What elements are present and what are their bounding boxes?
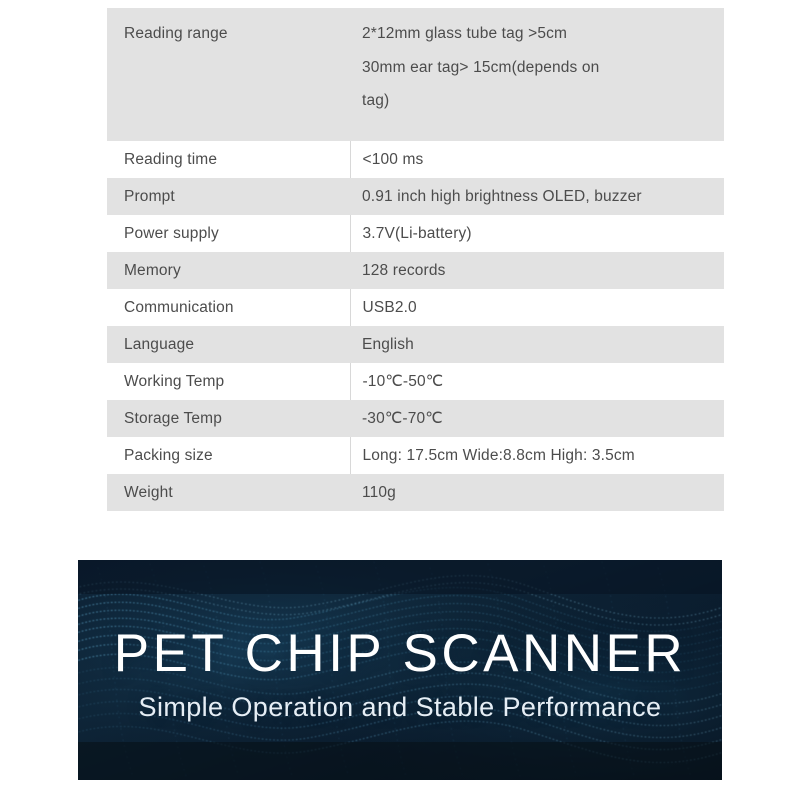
spec-label-cell: Reading range: [107, 8, 350, 141]
spec-label-cell: Communication: [107, 289, 350, 326]
table-row: [107, 141, 724, 178]
table-row: [107, 252, 724, 289]
product-hero-banner: [78, 560, 722, 780]
spec-value-cell: -10℃-50℃: [350, 363, 724, 400]
spec-label-cell: Weight: [107, 474, 350, 511]
spec-value-line: 30mm ear tag> 15cm(depends on: [362, 58, 600, 76]
table-row: [107, 400, 724, 437]
spec-label-cell: Packing size: [107, 437, 350, 474]
spec-value-cell: 128 records: [350, 252, 724, 289]
hero-title: PET CHIP SCANNER: [113, 624, 687, 683]
spec-value-cell: 3.7V(Li-battery): [350, 215, 724, 252]
table-row: [107, 326, 724, 363]
spec-value-cell: 0.91 inch high brightness OLED, buzzer: [350, 178, 724, 215]
hero-subtitle: Simple Operation and Stable Performance: [138, 692, 662, 722]
spec-value-line: tag): [362, 92, 390, 109]
specification-table: [107, 8, 724, 511]
spec-label-cell: Storage Temp: [107, 400, 350, 437]
spec-value-cell: Long: 17.5cm Wide:8.8cm High: 3.5cm: [350, 437, 724, 474]
spec-value-cell: USB2.0: [350, 289, 724, 326]
table-row: [107, 215, 724, 252]
table-row: [107, 363, 724, 400]
hero-text-block: [78, 560, 722, 780]
table-row: [107, 474, 724, 511]
spec-label-cell: Working Temp: [107, 363, 350, 400]
specification-table-body: [107, 8, 724, 511]
spec-value-cell: 110g: [350, 474, 724, 511]
table-row: [107, 8, 724, 141]
spec-value-line: 2*12mm glass tube tag >5cm: [362, 25, 568, 42]
spec-label-cell: Reading time: [107, 141, 350, 178]
spec-label-cell: Power supply: [107, 215, 350, 252]
table-row: [107, 437, 724, 474]
spec-value-cell: <100 ms: [350, 141, 724, 178]
spec-label-cell: Language: [107, 326, 350, 363]
spec-label-cell: Memory: [107, 252, 350, 289]
table-row: [107, 289, 724, 326]
table-row: [107, 178, 724, 215]
spec-label-cell: Prompt: [107, 178, 350, 215]
spec-value-cell: English: [350, 326, 724, 363]
spec-value-cell: [350, 8, 724, 141]
spec-value-cell: -30℃-70℃: [350, 400, 724, 437]
